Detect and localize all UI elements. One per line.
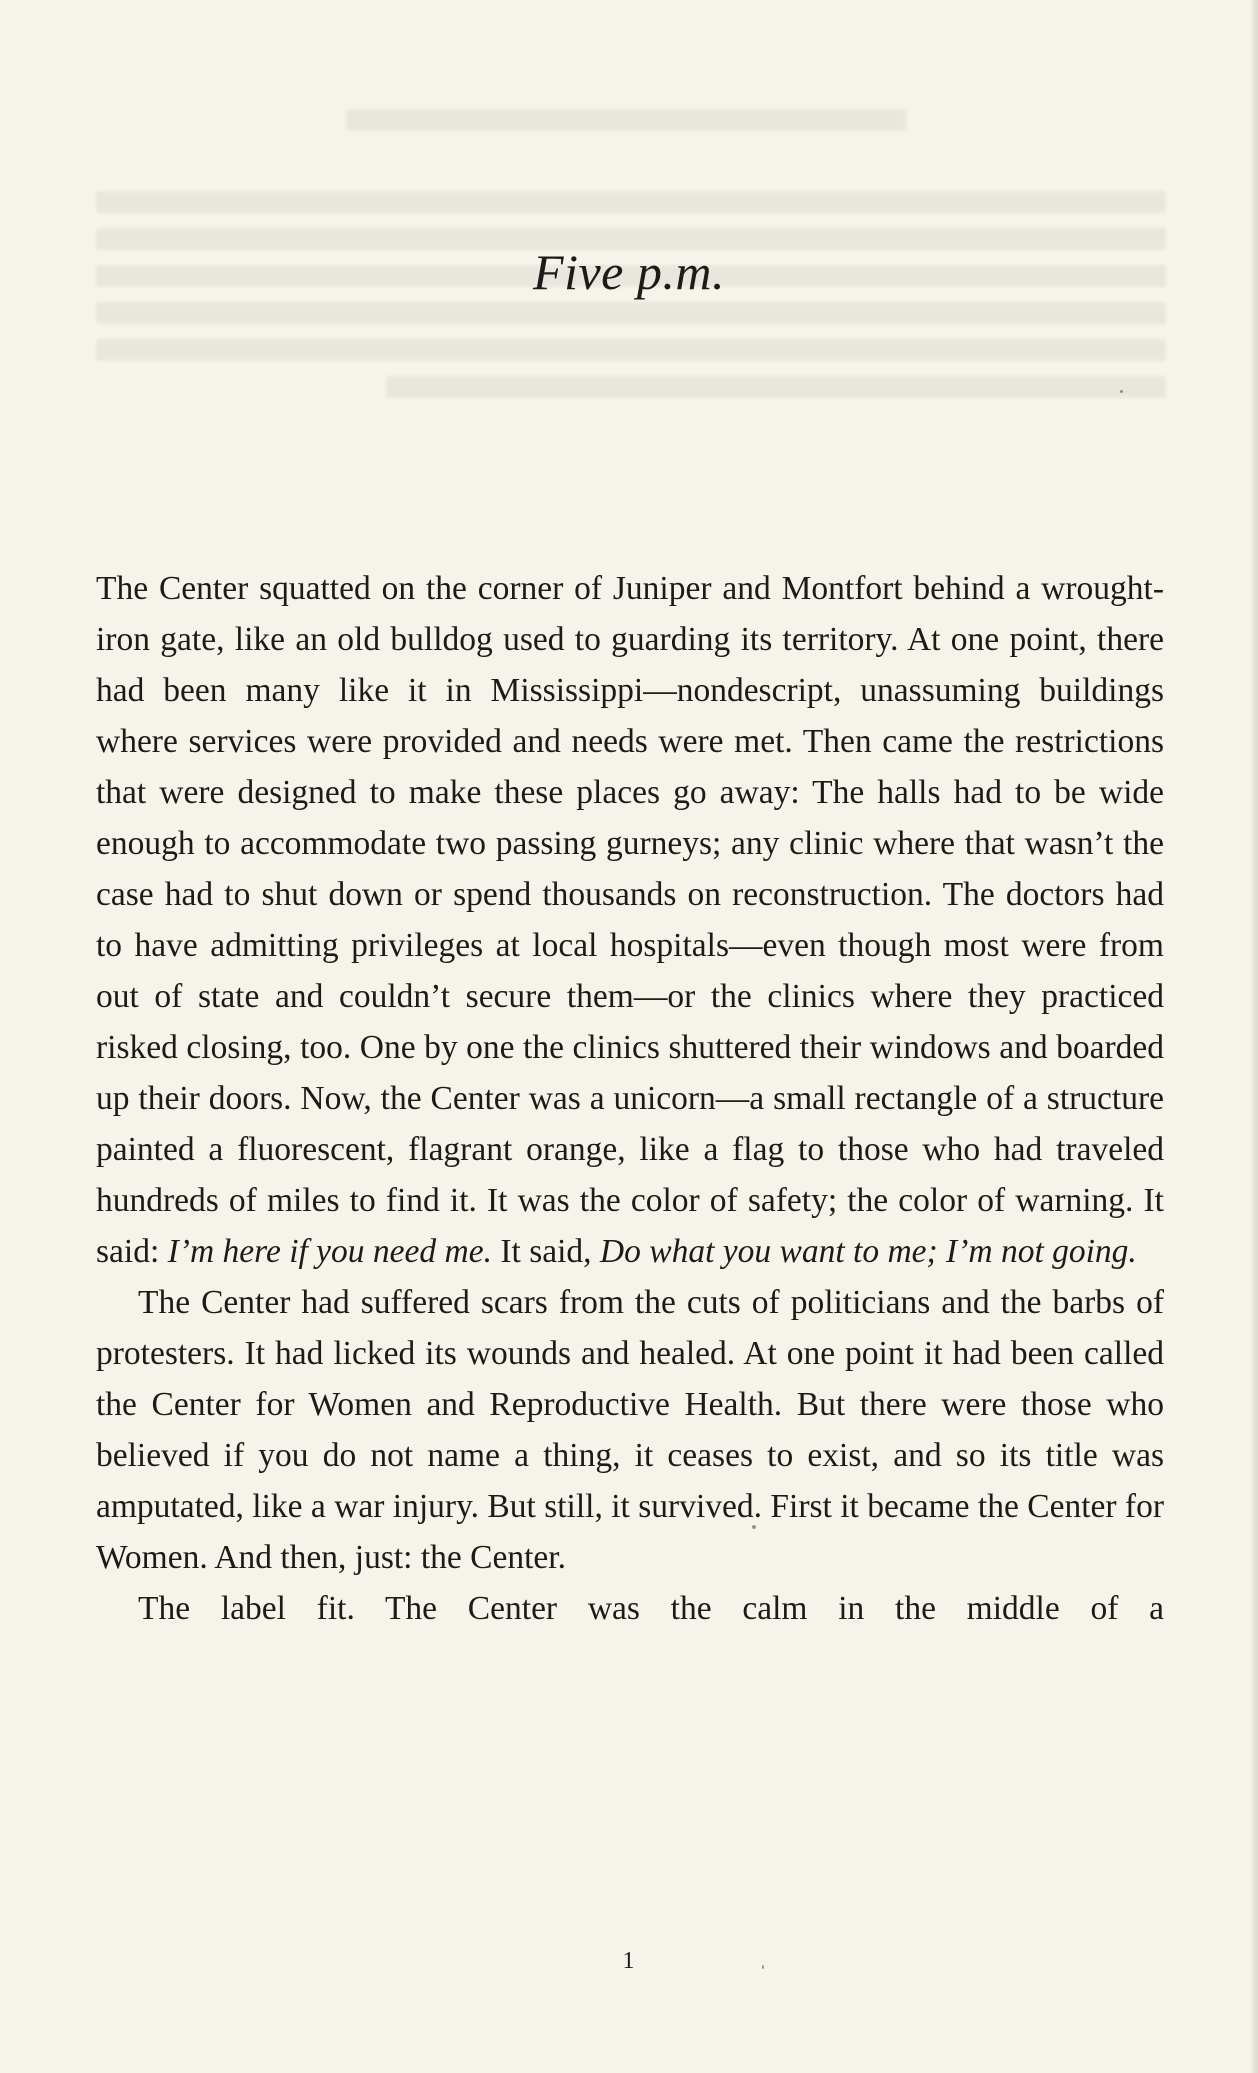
page-number: 1 <box>622 1948 636 1974</box>
paragraph-text: The Center squatted on the corner of Juniper and Montfort behind a wrought-iron gate, like an old bulldog used to guarding its territory. At one point, there had been many like it in Mississippi—nondescript, unassuming buildings where services were provided and needs were met. Then came the restrictions that were designed to make these places go away: The halls had to be wide enough to accommodate two passing gurneys; any clinic where that wasn’t the case had to shut down or spend thousands on reconstruction. The doctors had to have admitting privileges at local hospitals—even though most were from out of state and couldn’t secure them—or the clinics where they practiced risked closing, too. One by one the clinics shuttered their windows and boarded up their doors. Now, the Center was a unicorn—a small rectangle of a structure painted a fluorescent, flagrant orange, like a flag to those who had traveled hundreds of miles to find it. It was the color of safety; the color of warning. It said: <box>96 570 1164 1270</box>
chapter-body <box>96 563 1164 1634</box>
italic-quote: Do what you want to me; I’m not going. <box>599 1233 1137 1270</box>
page-edge-shadow <box>1250 0 1258 2073</box>
paragraph <box>96 1277 1164 1583</box>
paragraph-text: The label fit. The Center was the calm in the middle of a <box>138 1590 1164 1627</box>
paragraph <box>96 563 1164 1277</box>
chapter-title: Five p.m. <box>533 244 725 300</box>
paper-speck <box>1120 390 1123 393</box>
paper-speck <box>762 1965 764 1969</box>
italic-quote: I’m here if you need me. <box>167 1233 492 1270</box>
paper-speck <box>752 1525 756 1529</box>
paragraph <box>96 1583 1164 1634</box>
paragraph-text: The Center had suffered scars from the cuts of politicians and the barbs of protesters. It had licked its wounds and healed. At one point it had been called the Center for Women and Reproductive Health. But there were those who believed if you do not name a thing, it ceases to exist, and so its title was amputated, like a war injury. But still, it survived. First it became the Center for Women. And then, just: the Center. <box>96 1284 1164 1576</box>
paragraph-text: It said, <box>491 1233 600 1270</box>
